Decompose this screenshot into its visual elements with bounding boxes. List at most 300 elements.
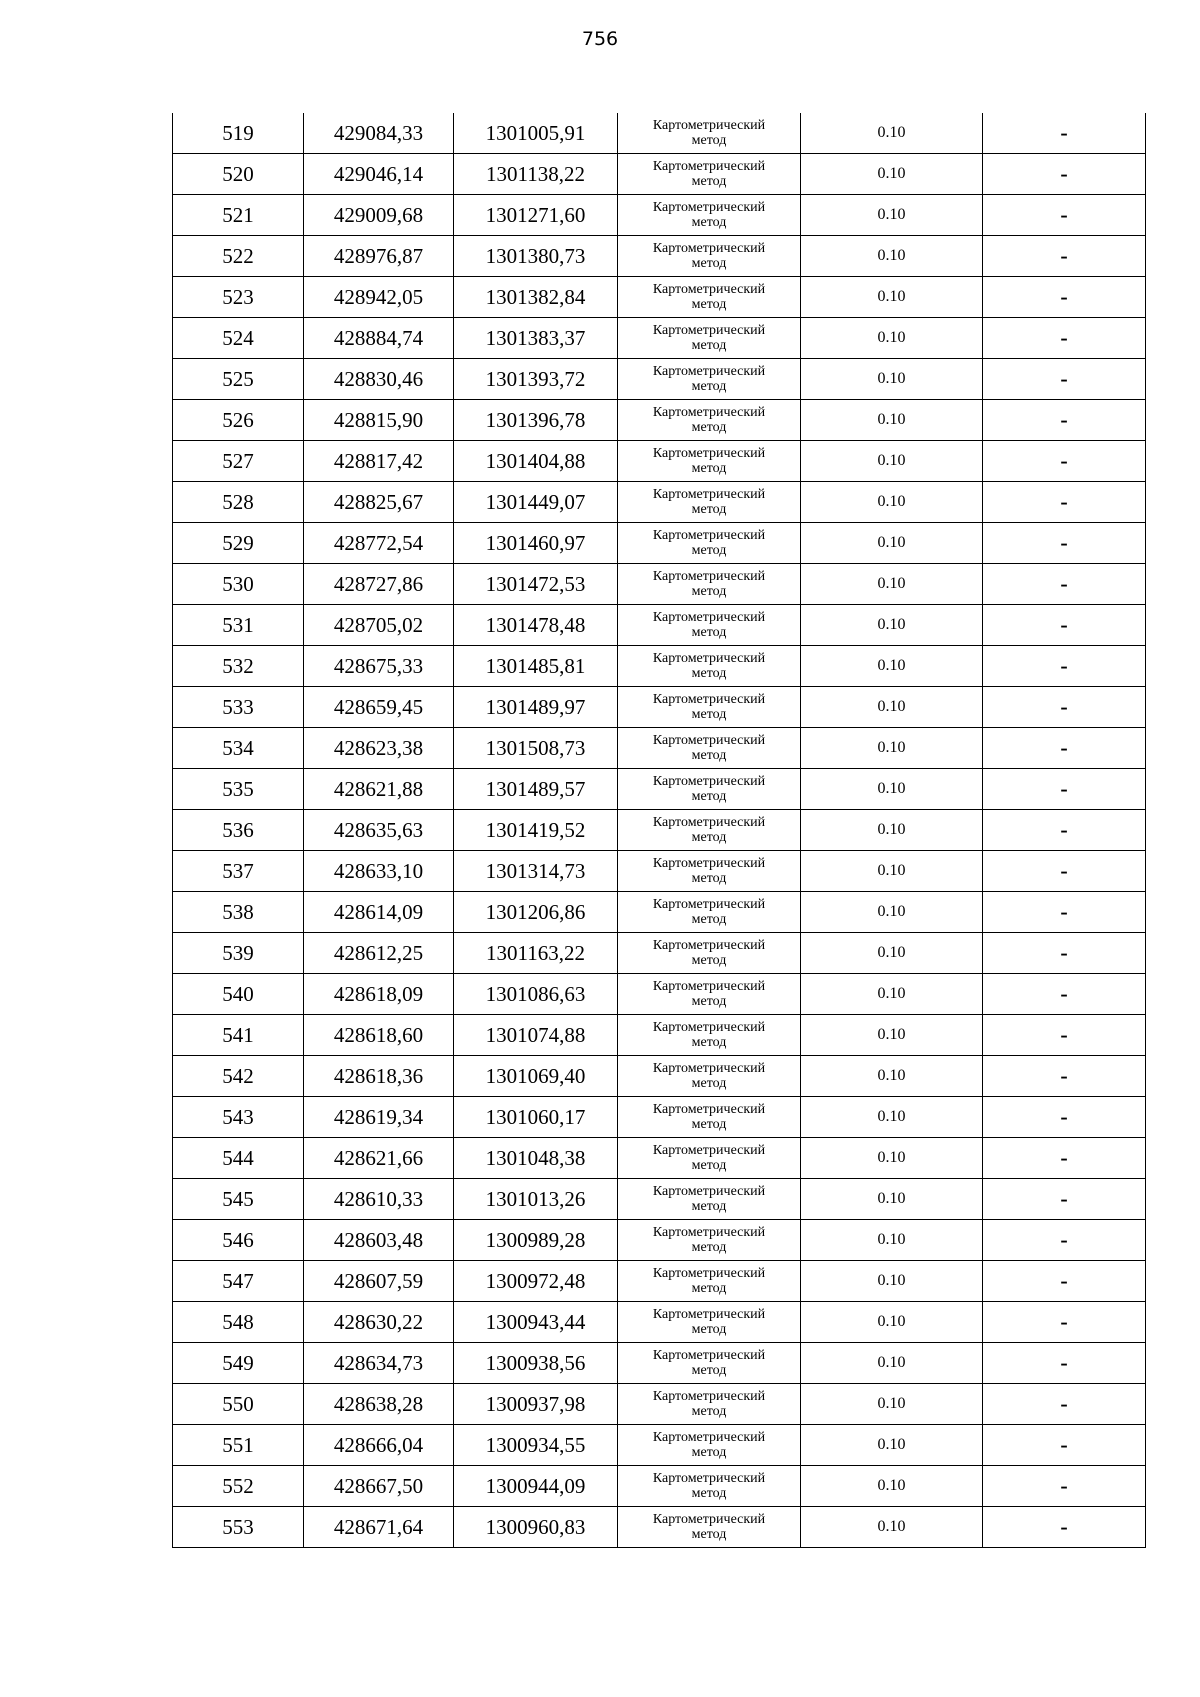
table-row xyxy=(173,359,1146,400)
y-coordinate-cell: 1301138,22 xyxy=(454,154,618,195)
point-number-cell: 519 xyxy=(173,113,304,154)
y-coordinate-cell: 1301404,88 xyxy=(454,441,618,482)
point-number-cell: 525 xyxy=(173,359,304,400)
point-number-cell: 542 xyxy=(173,1056,304,1097)
description-cell: - xyxy=(983,1138,1146,1179)
x-coordinate-cell: 429009,68 xyxy=(304,195,454,236)
table-row xyxy=(173,851,1146,892)
accuracy-cell: 0.10 xyxy=(801,769,983,810)
point-number-cell: 547 xyxy=(173,1261,304,1302)
accuracy-cell: 0.10 xyxy=(801,1261,983,1302)
accuracy-cell: 0.10 xyxy=(801,1138,983,1179)
x-coordinate-cell: 428671,64 xyxy=(304,1507,454,1548)
y-coordinate-cell: 1301314,73 xyxy=(454,851,618,892)
table-row xyxy=(173,769,1146,810)
method-line-2: метод xyxy=(691,543,727,558)
description-cell: - xyxy=(983,564,1146,605)
table-row xyxy=(173,1220,1146,1261)
y-coordinate-cell: 1301048,38 xyxy=(454,1138,618,1179)
x-coordinate-cell: 428884,74 xyxy=(304,318,454,359)
x-coordinate-cell: 429084,33 xyxy=(304,113,454,154)
description-cell: - xyxy=(983,605,1146,646)
point-number-cell: 522 xyxy=(173,236,304,277)
accuracy-cell: 0.10 xyxy=(801,236,983,277)
method-cell xyxy=(618,1507,801,1548)
table-row xyxy=(173,1343,1146,1384)
y-coordinate-cell: 1301206,86 xyxy=(454,892,618,933)
point-number-cell: 530 xyxy=(173,564,304,605)
table-row xyxy=(173,1384,1146,1425)
table-row xyxy=(173,277,1146,318)
x-coordinate-cell: 428825,67 xyxy=(304,482,454,523)
method-line-1: Картометрический xyxy=(652,651,766,666)
point-number-cell: 552 xyxy=(173,1466,304,1507)
y-coordinate-cell: 1301489,57 xyxy=(454,769,618,810)
method-line-2: метод xyxy=(691,461,727,476)
method-line-1: Картометрический xyxy=(652,282,766,297)
accuracy-cell: 0.10 xyxy=(801,646,983,687)
y-coordinate-cell: 1301485,81 xyxy=(454,646,618,687)
point-number-cell: 526 xyxy=(173,400,304,441)
table-row xyxy=(173,1261,1146,1302)
table-row xyxy=(173,318,1146,359)
method-line-1: Картометрический xyxy=(652,1102,766,1117)
x-coordinate-cell: 428618,60 xyxy=(304,1015,454,1056)
point-number-cell: 541 xyxy=(173,1015,304,1056)
y-coordinate-cell: 1301086,63 xyxy=(454,974,618,1015)
x-coordinate-cell: 428618,36 xyxy=(304,1056,454,1097)
method-line-1: Картометрический xyxy=(652,610,766,625)
method-cell xyxy=(618,1261,801,1302)
method-line-2: метод xyxy=(691,789,727,804)
accuracy-cell: 0.10 xyxy=(801,687,983,728)
method-line-2: метод xyxy=(691,1035,727,1050)
method-line-1: Картометрический xyxy=(652,1389,766,1404)
y-coordinate-cell: 1301478,48 xyxy=(454,605,618,646)
description-cell: - xyxy=(983,1466,1146,1507)
description-cell: - xyxy=(983,359,1146,400)
table-row xyxy=(173,1179,1146,1220)
method-cell xyxy=(618,1343,801,1384)
x-coordinate-cell: 428830,46 xyxy=(304,359,454,400)
x-coordinate-cell: 428666,04 xyxy=(304,1425,454,1466)
description-cell: - xyxy=(983,195,1146,236)
table-row xyxy=(173,1056,1146,1097)
y-coordinate-cell: 1300937,98 xyxy=(454,1384,618,1425)
description-cell: - xyxy=(983,318,1146,359)
point-number-cell: 539 xyxy=(173,933,304,974)
description-cell: - xyxy=(983,974,1146,1015)
method-line-2: метод xyxy=(691,1240,727,1255)
method-cell xyxy=(618,769,801,810)
y-coordinate-cell: 1301060,17 xyxy=(454,1097,618,1138)
description-cell: - xyxy=(983,687,1146,728)
description-cell: - xyxy=(983,728,1146,769)
method-line-1: Картометрический xyxy=(652,323,766,338)
method-cell xyxy=(618,1466,801,1507)
method-line-1: Картометрический xyxy=(652,1471,766,1486)
method-line-1: Картометрический xyxy=(652,569,766,584)
method-line-1: Картометрический xyxy=(652,200,766,215)
method-line-1: Картометрический xyxy=(652,897,766,912)
description-cell: - xyxy=(983,646,1146,687)
method-line-2: метод xyxy=(691,215,727,230)
method-cell xyxy=(618,1056,801,1097)
method-cell xyxy=(618,728,801,769)
description-cell: - xyxy=(983,523,1146,564)
method-line-2: метод xyxy=(691,953,727,968)
y-coordinate-cell: 1300943,44 xyxy=(454,1302,618,1343)
point-number-cell: 536 xyxy=(173,810,304,851)
description-cell: - xyxy=(983,1056,1146,1097)
y-coordinate-cell: 1301460,97 xyxy=(454,523,618,564)
method-line-2: метод xyxy=(691,1322,727,1337)
method-line-1: Картометрический xyxy=(652,774,766,789)
point-number-cell: 535 xyxy=(173,769,304,810)
method-line-1: Картометрический xyxy=(652,815,766,830)
method-cell xyxy=(618,933,801,974)
accuracy-cell: 0.10 xyxy=(801,195,983,236)
accuracy-cell: 0.10 xyxy=(801,810,983,851)
accuracy-cell: 0.10 xyxy=(801,1056,983,1097)
accuracy-cell: 0.10 xyxy=(801,1466,983,1507)
point-number-cell: 543 xyxy=(173,1097,304,1138)
table-row xyxy=(173,154,1146,195)
description-cell: - xyxy=(983,933,1146,974)
x-coordinate-cell: 428638,28 xyxy=(304,1384,454,1425)
method-line-2: метод xyxy=(691,1199,727,1214)
method-line-2: метод xyxy=(691,338,727,353)
x-coordinate-cell: 428619,34 xyxy=(304,1097,454,1138)
accuracy-cell: 0.10 xyxy=(801,974,983,1015)
y-coordinate-cell: 1301380,73 xyxy=(454,236,618,277)
table-row xyxy=(173,1138,1146,1179)
method-line-1: Картометрический xyxy=(652,1512,766,1527)
method-line-1: Картометрический xyxy=(652,1430,766,1445)
accuracy-cell: 0.10 xyxy=(801,1097,983,1138)
accuracy-cell: 0.10 xyxy=(801,523,983,564)
method-cell xyxy=(618,687,801,728)
point-number-cell: 524 xyxy=(173,318,304,359)
point-number-cell: 548 xyxy=(173,1302,304,1343)
x-coordinate-cell: 428618,09 xyxy=(304,974,454,1015)
method-cell xyxy=(618,359,801,400)
y-coordinate-cell: 1300934,55 xyxy=(454,1425,618,1466)
y-coordinate-cell: 1300972,48 xyxy=(454,1261,618,1302)
table-row xyxy=(173,1302,1146,1343)
x-coordinate-cell: 428976,87 xyxy=(304,236,454,277)
description-cell: - xyxy=(983,400,1146,441)
x-coordinate-cell: 428607,59 xyxy=(304,1261,454,1302)
method-cell xyxy=(618,400,801,441)
description-cell: - xyxy=(983,1220,1146,1261)
description-cell: - xyxy=(983,113,1146,154)
x-coordinate-cell: 428772,54 xyxy=(304,523,454,564)
point-number-cell: 549 xyxy=(173,1343,304,1384)
accuracy-cell: 0.10 xyxy=(801,1179,983,1220)
table-row xyxy=(173,974,1146,1015)
description-cell: - xyxy=(983,236,1146,277)
description-cell: - xyxy=(983,1302,1146,1343)
table-body xyxy=(173,113,1146,1548)
description-cell: - xyxy=(983,154,1146,195)
method-line-1: Картометрический xyxy=(652,528,766,543)
method-line-1: Картометрический xyxy=(652,1348,766,1363)
method-line-2: метод xyxy=(691,256,727,271)
point-number-cell: 521 xyxy=(173,195,304,236)
x-coordinate-cell: 428612,25 xyxy=(304,933,454,974)
x-coordinate-cell: 428659,45 xyxy=(304,687,454,728)
y-coordinate-cell: 1301508,73 xyxy=(454,728,618,769)
method-line-2: метод xyxy=(691,707,727,722)
accuracy-cell: 0.10 xyxy=(801,605,983,646)
accuracy-cell: 0.10 xyxy=(801,1015,983,1056)
x-coordinate-cell: 428603,48 xyxy=(304,1220,454,1261)
table-row xyxy=(173,1466,1146,1507)
accuracy-cell: 0.10 xyxy=(801,154,983,195)
accuracy-cell: 0.10 xyxy=(801,359,983,400)
table-row xyxy=(173,113,1146,154)
x-coordinate-cell: 428942,05 xyxy=(304,277,454,318)
description-cell: - xyxy=(983,769,1146,810)
point-number-cell: 545 xyxy=(173,1179,304,1220)
method-line-1: Картометрический xyxy=(652,1266,766,1281)
method-cell xyxy=(618,195,801,236)
y-coordinate-cell: 1301489,97 xyxy=(454,687,618,728)
method-cell xyxy=(618,1302,801,1343)
method-cell xyxy=(618,1384,801,1425)
method-line-2: метод xyxy=(691,625,727,640)
accuracy-cell: 0.10 xyxy=(801,113,983,154)
table-row xyxy=(173,646,1146,687)
y-coordinate-cell: 1301074,88 xyxy=(454,1015,618,1056)
method-cell xyxy=(618,810,801,851)
method-line-2: метод xyxy=(691,584,727,599)
description-cell: - xyxy=(983,851,1146,892)
x-coordinate-cell: 428623,38 xyxy=(304,728,454,769)
point-number-cell: 528 xyxy=(173,482,304,523)
description-cell: - xyxy=(983,892,1146,933)
y-coordinate-cell: 1301396,78 xyxy=(454,400,618,441)
description-cell: - xyxy=(983,1507,1146,1548)
accuracy-cell: 0.10 xyxy=(801,1425,983,1466)
x-coordinate-cell: 428633,10 xyxy=(304,851,454,892)
description-cell: - xyxy=(983,1179,1146,1220)
method-line-2: метод xyxy=(691,830,727,845)
method-line-2: метод xyxy=(691,297,727,312)
method-line-1: Картометрический xyxy=(652,1143,766,1158)
y-coordinate-cell: 1301382,84 xyxy=(454,277,618,318)
description-cell: - xyxy=(983,810,1146,851)
method-line-1: Картометрический xyxy=(652,487,766,502)
x-coordinate-cell: 428727,86 xyxy=(304,564,454,605)
y-coordinate-cell: 1300960,83 xyxy=(454,1507,618,1548)
method-line-1: Картометрический xyxy=(652,364,766,379)
method-line-1: Картометрический xyxy=(652,118,766,133)
table-row xyxy=(173,441,1146,482)
point-number-cell: 533 xyxy=(173,687,304,728)
accuracy-cell: 0.10 xyxy=(801,1384,983,1425)
point-number-cell: 529 xyxy=(173,523,304,564)
method-line-2: метод xyxy=(691,666,727,681)
point-number-cell: 537 xyxy=(173,851,304,892)
point-number-cell: 531 xyxy=(173,605,304,646)
method-cell xyxy=(618,605,801,646)
accuracy-cell: 0.10 xyxy=(801,400,983,441)
point-number-cell: 544 xyxy=(173,1138,304,1179)
method-line-2: метод xyxy=(691,1404,727,1419)
method-cell xyxy=(618,892,801,933)
method-line-2: метод xyxy=(691,1076,727,1091)
table-row xyxy=(173,1507,1146,1548)
point-number-cell: 540 xyxy=(173,974,304,1015)
method-line-2: метод xyxy=(691,1158,727,1173)
table-row xyxy=(173,605,1146,646)
method-line-2: метод xyxy=(691,1445,727,1460)
method-cell xyxy=(618,1015,801,1056)
accuracy-cell: 0.10 xyxy=(801,728,983,769)
description-cell: - xyxy=(983,1425,1146,1466)
table-row xyxy=(173,1015,1146,1056)
table-row xyxy=(173,400,1146,441)
method-line-1: Картометрический xyxy=(652,979,766,994)
y-coordinate-cell: 1301069,40 xyxy=(454,1056,618,1097)
method-line-2: метод xyxy=(691,174,727,189)
y-coordinate-cell: 1300944,09 xyxy=(454,1466,618,1507)
method-line-2: метод xyxy=(691,1486,727,1501)
method-line-1: Картометрический xyxy=(652,1061,766,1076)
table-row xyxy=(173,195,1146,236)
method-line-1: Картометрический xyxy=(652,938,766,953)
y-coordinate-cell: 1301449,07 xyxy=(454,482,618,523)
accuracy-cell: 0.10 xyxy=(801,1507,983,1548)
point-number-cell: 550 xyxy=(173,1384,304,1425)
table-row xyxy=(173,892,1146,933)
y-coordinate-cell: 1301271,60 xyxy=(454,195,618,236)
accuracy-cell: 0.10 xyxy=(801,564,983,605)
table-row xyxy=(173,810,1146,851)
method-cell xyxy=(618,564,801,605)
y-coordinate-cell: 1301393,72 xyxy=(454,359,618,400)
table-row xyxy=(173,1097,1146,1138)
method-cell xyxy=(618,154,801,195)
y-coordinate-cell: 1301013,26 xyxy=(454,1179,618,1220)
accuracy-cell: 0.10 xyxy=(801,441,983,482)
method-cell xyxy=(618,113,801,154)
accuracy-cell: 0.10 xyxy=(801,933,983,974)
method-line-1: Картометрический xyxy=(652,1307,766,1322)
x-coordinate-cell: 428614,09 xyxy=(304,892,454,933)
x-coordinate-cell: 428621,88 xyxy=(304,769,454,810)
y-coordinate-cell: 1301419,52 xyxy=(454,810,618,851)
point-number-cell: 534 xyxy=(173,728,304,769)
method-line-2: метод xyxy=(691,994,727,1009)
method-cell xyxy=(618,523,801,564)
description-cell: - xyxy=(983,1261,1146,1302)
method-line-1: Картометрический xyxy=(652,856,766,871)
x-coordinate-cell: 428635,63 xyxy=(304,810,454,851)
method-line-1: Картометрический xyxy=(652,405,766,420)
method-line-2: метод xyxy=(691,871,727,886)
method-line-2: метод xyxy=(691,502,727,517)
method-cell xyxy=(618,646,801,687)
method-cell xyxy=(618,277,801,318)
accuracy-cell: 0.10 xyxy=(801,851,983,892)
coordinates-table xyxy=(172,113,1146,1548)
table-row xyxy=(173,482,1146,523)
page-number: 756 xyxy=(581,28,619,50)
method-cell xyxy=(618,1138,801,1179)
y-coordinate-cell: 1301163,22 xyxy=(454,933,618,974)
point-number-cell: 551 xyxy=(173,1425,304,1466)
accuracy-cell: 0.10 xyxy=(801,482,983,523)
description-cell: - xyxy=(983,1343,1146,1384)
method-line-2: метод xyxy=(691,420,727,435)
y-coordinate-cell: 1300938,56 xyxy=(454,1343,618,1384)
table-row xyxy=(173,1425,1146,1466)
method-cell xyxy=(618,441,801,482)
method-cell xyxy=(618,1179,801,1220)
method-line-1: Картометрический xyxy=(652,1020,766,1035)
accuracy-cell: 0.10 xyxy=(801,277,983,318)
method-line-1: Картометрический xyxy=(652,241,766,256)
table-row xyxy=(173,687,1146,728)
method-line-2: метод xyxy=(691,1363,727,1378)
method-line-1: Картометрический xyxy=(652,692,766,707)
y-coordinate-cell: 1301383,37 xyxy=(454,318,618,359)
x-coordinate-cell: 428675,33 xyxy=(304,646,454,687)
accuracy-cell: 0.10 xyxy=(801,1220,983,1261)
method-line-2: метод xyxy=(691,912,727,927)
point-number-cell: 553 xyxy=(173,1507,304,1548)
table-row xyxy=(173,933,1146,974)
method-line-1: Картометрический xyxy=(652,1225,766,1240)
method-cell xyxy=(618,851,801,892)
accuracy-cell: 0.10 xyxy=(801,1302,983,1343)
method-cell xyxy=(618,1425,801,1466)
method-line-2: метод xyxy=(691,379,727,394)
accuracy-cell: 0.10 xyxy=(801,892,983,933)
point-number-cell: 520 xyxy=(173,154,304,195)
method-cell xyxy=(618,318,801,359)
description-cell: - xyxy=(983,441,1146,482)
method-cell xyxy=(618,236,801,277)
method-line-1: Картометрический xyxy=(652,1184,766,1199)
method-cell xyxy=(618,482,801,523)
table-row xyxy=(173,523,1146,564)
x-coordinate-cell: 428667,50 xyxy=(304,1466,454,1507)
method-line-1: Картометрический xyxy=(652,733,766,748)
x-coordinate-cell: 428815,90 xyxy=(304,400,454,441)
method-line-2: метод xyxy=(691,1527,727,1542)
y-coordinate-cell: 1301005,91 xyxy=(454,113,618,154)
method-line-2: метод xyxy=(691,748,727,763)
description-cell: - xyxy=(983,1015,1146,1056)
x-coordinate-cell: 428630,22 xyxy=(304,1302,454,1343)
y-coordinate-cell: 1300989,28 xyxy=(454,1220,618,1261)
method-cell xyxy=(618,1220,801,1261)
table-row xyxy=(173,236,1146,277)
description-cell: - xyxy=(983,277,1146,318)
x-coordinate-cell: 428817,42 xyxy=(304,441,454,482)
point-number-cell: 527 xyxy=(173,441,304,482)
point-number-cell: 546 xyxy=(173,1220,304,1261)
table-row xyxy=(173,564,1146,605)
method-cell xyxy=(618,974,801,1015)
x-coordinate-cell: 428610,33 xyxy=(304,1179,454,1220)
method-line-1: Картометрический xyxy=(652,159,766,174)
accuracy-cell: 0.10 xyxy=(801,1343,983,1384)
